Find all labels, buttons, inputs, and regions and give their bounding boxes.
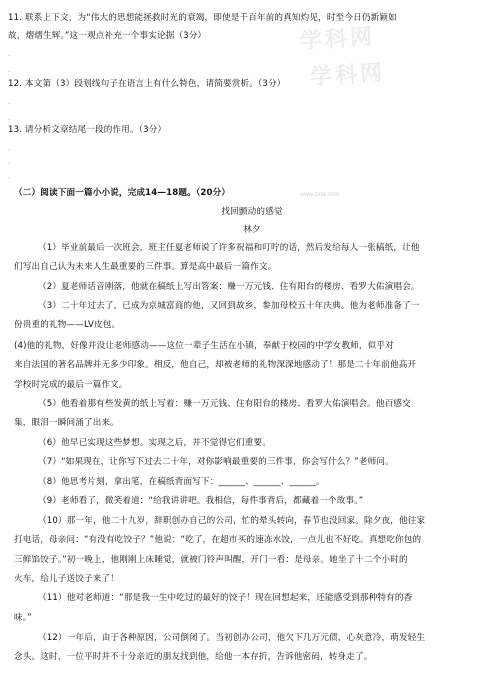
- watermark-logo: 学科网: [309, 59, 386, 90]
- story-line: (4)他的礼物，好像并没让老师感动——这位一辈子生活在小镇，奉献于校园的中学女教师，似乎对: [14, 341, 394, 351]
- story-line: 火车，给儿子送饺子来了！: [14, 574, 119, 584]
- watermark-url: www.zxxk.com: [300, 192, 340, 198]
- paragraph-mark: .: [8, 172, 11, 180]
- question-11-line-2: 故，熠熠生辉。”这一观点补充一个事实论据（3分）: [8, 31, 207, 41]
- story-line: 份贵重的礼物——LV皮包。: [14, 320, 121, 330]
- watermark-logo: 学科网: [299, 23, 376, 54]
- paragraph-mark: .: [8, 66, 11, 74]
- question-11-line-1: 11. 联系上下文，为“伟大的思想能拯救时光的衰竭，即使是千百年前的真知灼见，时至今日仍新颖如: [8, 13, 397, 23]
- story-line: （11）他对老师道：“那是我一生中吃过的最好的饺子！现在回想起来，还能感受到那种特有的香: [38, 593, 413, 603]
- story-line: 学校时完成的最后一篇作文。: [14, 380, 128, 390]
- paragraph-mark: .: [8, 50, 11, 58]
- story-line: 三鲜馅饺子。”初一晚上，他刚刚上床睡觉，就被门铃声叫醒，开门一看：是母亲。她坐了十二个小时的: [14, 555, 408, 565]
- story-line: 味。”: [14, 613, 32, 623]
- story-line: 集，眼泪一瞬间涌了出来。: [14, 418, 119, 428]
- question-13: 13. 请分析文章结尾一段的作用。（3分）: [8, 125, 167, 135]
- paragraph-mark: .: [8, 114, 11, 122]
- paragraph-mark: .: [8, 158, 11, 166]
- story-line: 来自法国的著名品牌并无多少印象。相反，他自己，却被老师的礼物深深地感动了！那是二十年前他高开: [14, 360, 417, 370]
- story-line: （3）二十年过去了，已成为京城富商的他，又回到故乡，参加母校五十年庆典。他为老师准备了一: [38, 301, 420, 311]
- story-line: （7）“如果现在，让你写下过去二十年，对你影响最重要的三件事，你会写什么？”老师问。: [38, 457, 394, 467]
- story-line: （9）老师看了，微笑着道：“给我讲讲吧。我相信，每件事背后，都藏着一个故事。”: [38, 496, 364, 506]
- section-heading: （二）阅读下面一篇小小说，完成14—18题。（20分）: [14, 188, 231, 198]
- question-12: 12. 本文第（3）段划线句子在语言上有什么特色，请简要赏析。（3分）: [8, 79, 286, 89]
- story-line: 们写出自己认为未来人生最重要的三件事。算是高中最后一篇作文。: [14, 262, 277, 272]
- story-author: 林夕: [243, 225, 261, 235]
- paragraph-mark: .: [8, 98, 11, 106]
- story-line: 念头。这时，一位平时并不十分亲近的朋友找到他，给他一本存折，告诉他密码，转身走了。: [14, 652, 373, 662]
- story-line: （12）一年后，由于各种原因，公司倒闭了。当初创办公司，他欠下几万元债，心灰意冷，萌发轻生: [38, 633, 426, 643]
- story-line: （8）他思考片刻，拿出笔，在稿纸背面写下：______、______、______。: [38, 477, 325, 487]
- story-line: （1）毕业前最后一次班会，班主任夏老师说了许多祝福和叮咛的话，然后发给每人一张稿纸，让他: [38, 243, 420, 253]
- paragraph-mark: .: [8, 144, 11, 152]
- story-title: 找回颤动的感觉: [221, 207, 283, 217]
- story-line: 打电话，母亲问：“有没有吃饺子？”他说：“吃了，在超市买的速冻水饺，一点儿也不好吃。真想吃你包的: [14, 535, 422, 545]
- story-line: （5）他看着那有些发黄的纸上写着：赚一万元钱、住有阳台的楼房、看罗大佑演唱会。他百感交: [38, 399, 411, 409]
- story-line: （6）他早已实现这些梦想。实现之后，并不觉得它们重要。: [38, 438, 271, 448]
- story-line: （10）那一年，他二十九岁，辞职创办自己的公司，忙的晕头转向，春节也没回家。除夕夜，他往家: [38, 516, 426, 526]
- story-line: （2）夏老师话音刚落，他就在稿纸上写出答案：赚一万元钱、住有阳台的楼房、看罗大佑演唱会。: [38, 282, 420, 292]
